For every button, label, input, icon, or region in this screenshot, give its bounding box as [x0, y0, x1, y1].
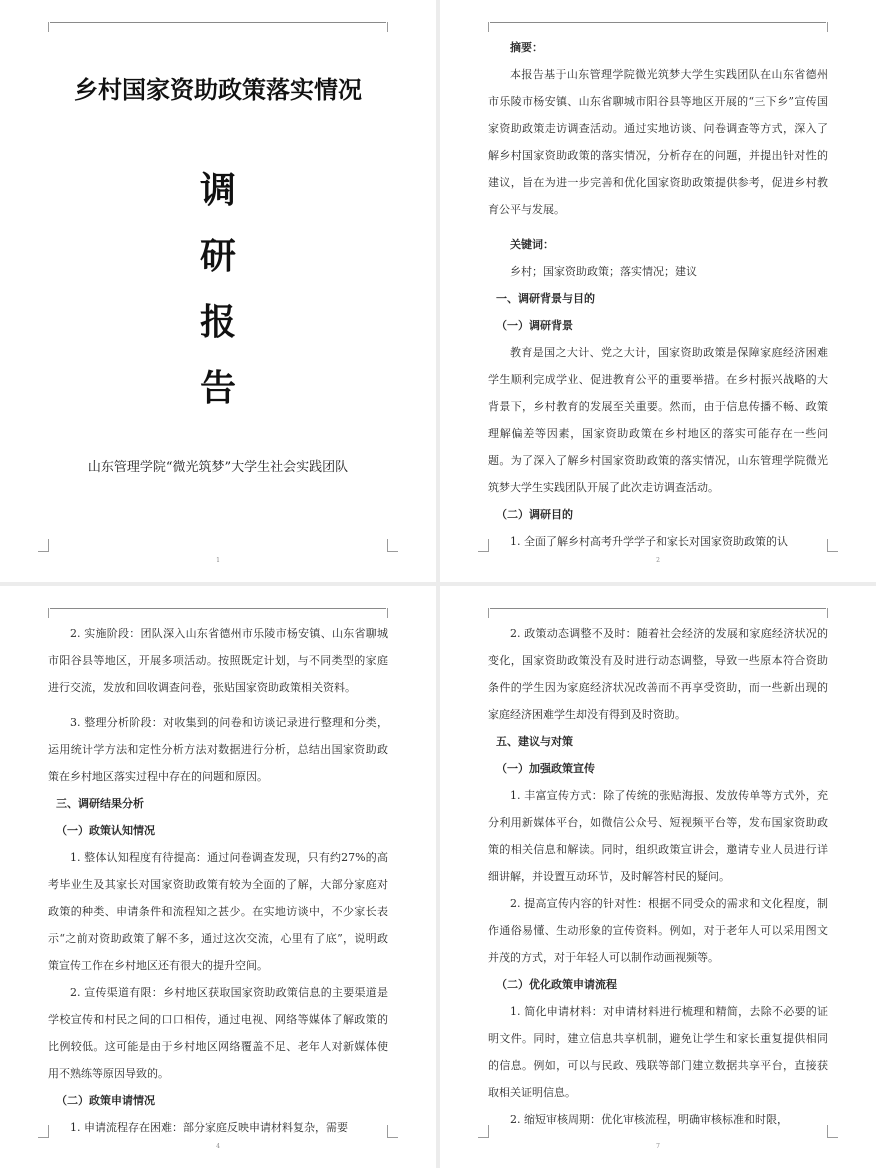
section-heading: 一、调研背景与目的 [496, 292, 595, 305]
crop-mark [387, 539, 398, 552]
subsection-heading: （二）政策申请情况 [56, 1094, 155, 1107]
page-number: 7 [656, 1143, 660, 1150]
subsection-heading: （二）优化政策申请流程 [496, 978, 617, 991]
crop-mark [387, 608, 398, 618]
vertical-title-char: 调 [199, 170, 236, 211]
document-page-4 [440, 586, 876, 1168]
crop-mark [478, 22, 489, 32]
subsection-heading: （二）调研目的 [496, 508, 573, 521]
page-body [488, 34, 828, 555]
subsection-heading: （一）政策认知情况 [56, 824, 155, 837]
section-heading: 五、建议与对策 [496, 735, 573, 748]
header-rule [50, 22, 386, 23]
body-paragraph: 1. 全面了解乡村高考升学学子和家长对国家资助政策的认 [510, 535, 788, 548]
vertical-title-char: 研 [199, 236, 236, 277]
header-rule [50, 608, 386, 609]
vertical-title-char: 告 [199, 368, 236, 409]
crop-mark [827, 608, 838, 618]
page-body [488, 620, 828, 1133]
crop-mark [827, 1125, 838, 1138]
header-rule [490, 22, 826, 23]
document-page-1 [0, 0, 436, 582]
body-paragraph: 教育是国之大计、党之大计，国家资助政策是保障家庭经济困难学生顺利完成学业、促进教育公平的重要举措。在乡村振兴战略的大背景下，乡村教育的发展至关重要。然而，由于信息传播不畅、政策理解偏差等因素，国家资助政策在乡村地区的落实可能存在一些问题。为了深入了解乡村国家资助政策的落实情况，山东管理学院微光筑梦大学生实践团队开展了此次走访调查活动。 [488, 346, 828, 494]
body-paragraph: 3. 整理分析阶段：对收集到的问卷和访谈记录进行整理和分类，运用统计学方法和定性分析方法对数据进行分析，总结出国家资助政策在乡村地区落实过程中存在的问题和原因。 [48, 716, 388, 783]
body-paragraph: 1. 简化申请材料：对申请材料进行梳理和精简，去除不必要的证明文件。同时，建立信息共享机制，避免让学生和家长重复提供相同的信息。例如，可以与民政、残联等部门建立数据共享平台，直接获取相关证明信息。 [488, 1005, 828, 1099]
crop-mark [478, 608, 489, 618]
body-paragraph: 2. 提高宣传内容的针对性：根据不同受众的需求和文化程度，制作通俗易懂、生动形象的宣传资料。例如，对于老年人可以采用图文并茂的方式，对于年轻人可以制作动画视频等。 [488, 897, 828, 964]
page-number: 4 [216, 1143, 220, 1150]
page-body [48, 620, 388, 1141]
body-paragraph: 2. 政策动态调整不及时：随着社会经济的发展和家庭经济状况的变化，国家资助政策没有及时进行动态调整，导致一些原本符合资助条件的学生因为家庭经济状况改善而不再享受资助，而一些新出现的家庭经济困难学生却没有得到及时资助。 [488, 627, 828, 721]
body-paragraph: 2. 宣传渠道有限：乡村地区获取国家资助政策信息的主要渠道是学校宣传和村民之间的口口相传，通过电视、网络等媒体了解政策的比例较低。这可能是由于乡村地区网络覆盖不足、老年人对新媒体使用不熟练等原因导致的。 [48, 986, 388, 1080]
crop-mark [827, 539, 838, 552]
body-paragraph: 1. 丰富宣传方式：除了传统的张贴海报、发放传单等方式外，充分利用新媒体平台，如微信公众号、短视频平台等，发布国家资助政策的相关信息和解读。同时，组织政策宣讲会，邀请专业人员进行详细讲解，并设置互动环节，及时解答村民的疑问。 [488, 789, 828, 883]
document-page-3 [0, 586, 436, 1168]
crop-mark [38, 608, 49, 618]
body-paragraph: 1. 整体认知程度有待提高：通过问卷调查发现，只有约27%的高考毕业生及其家长对国家资助政策有较为全面的了解，大部分家庭对政策的种类、申请条件和流程知之甚少。在实地访谈中，不少家长表示“之前对资助政策了解不多，通过这次交流，心里有了底”，说明政策宣传工作在乡村地区还有很大的提升空间。 [48, 851, 388, 972]
body-paragraph: 2. 实施阶段：团队深入山东省德州市乐陵市杨安镇、山东省聊城市阳谷县等地区，开展多项活动。按照既定计划，与不同类型的家庭进行交流，发放和回收调查问卷，张贴国家资助政策相关资料。 [48, 627, 388, 694]
section-heading: 三、调研结果分析 [56, 797, 144, 810]
page-number: 2 [656, 557, 660, 564]
document-page-2 [440, 0, 876, 582]
subsection-heading: （一）加强政策宣传 [496, 762, 595, 775]
keywords-text: 乡村；国家资助政策；落实情况；建议 [510, 265, 697, 278]
crop-mark [387, 1125, 398, 1138]
crop-mark [38, 22, 49, 32]
abstract-paragraph: 本报告基于山东管理学院微光筑梦大学生实践团队在山东省德州市乐陵市杨安镇、山东省聊城市阳谷县等地区开展的“三下乡”宣传国家资助政策走访调查活动。通过实地访谈、问卷调查等方式，深入了解乡村国家资助政策的落实情况，分析存在的问题，并提出针对性的建议，旨在为进一步完善和优化国家资助政策提供参考，促进乡村教育公平与发展。 [488, 68, 828, 216]
subsection-heading: （一）调研背景 [496, 319, 573, 332]
keywords-heading: 关键词： [510, 238, 554, 251]
header-rule [490, 608, 826, 609]
page-number: 1 [216, 557, 220, 564]
body-paragraph: 1. 申请流程存在困难：部分家庭反映申请材料复杂，需要 [70, 1121, 348, 1134]
crop-mark [38, 539, 49, 552]
team-name: 山东管理学院“微光筑梦”大学生社会实践团队 [87, 460, 349, 475]
crop-mark [827, 22, 838, 32]
vertical-title-char: 报 [199, 302, 236, 343]
abstract-heading: 摘要： [510, 41, 543, 54]
report-title: 乡村国家资助政策落实情况 [74, 76, 362, 104]
body-paragraph: 2. 缩短审核周期：优化审核流程，明确审核标准和时限， [510, 1113, 788, 1126]
crop-mark [387, 22, 398, 32]
